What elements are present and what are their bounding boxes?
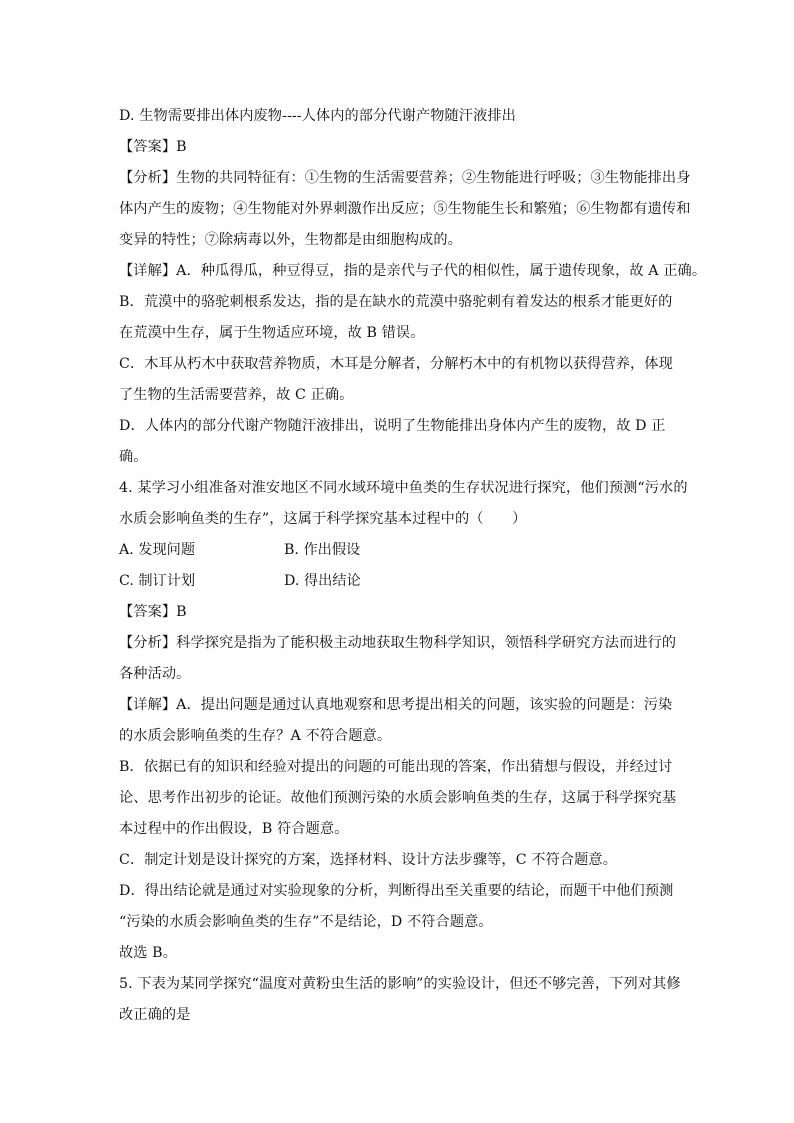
- option-b: B. 作出假设: [284, 542, 361, 558]
- document-body: [119, 101, 707, 1031]
- question-4-cont: 水质会影响鱼类的生存”，这属于科学探究基本过程中的（ ）: [119, 511, 527, 527]
- text-line: C．制定计划是设计探究的方案，选择材料、设计方法步骤等，C 不符合题意。: [119, 852, 618, 868]
- text-line: 【详解】A．种瓜得瓜，种豆得豆，指的是亲代与子代的相似性，属于遗传现象，故 A 正确。: [119, 263, 707, 279]
- text-line: 【详解】A．提出问题是通过认真地观察和思考提出相关的问题，该实验的问题是：污染: [119, 697, 673, 713]
- text-line: C．木耳从朽木中获取营养物质，木耳是分解者，分解朽木中的有机物以获得营养，体现: [119, 356, 673, 372]
- text-line: 【分析】生物的共同特征有：①生物的生活需要营养；②生物能进行呼吸；③生物能排出身: [119, 170, 691, 186]
- text-line: 确。: [119, 449, 148, 465]
- text-line: B．荒漠中的骆驼刺根系发达，指的是在缺水的荒漠中骆驼刺有着发达的根系才能更好的: [119, 294, 673, 310]
- text-line: “污染的水质会影响鱼类的生存”不是结论，D 不符合题意。: [119, 914, 493, 930]
- text-line: 论、思考作出初步的论证。故他们预测污染的水质会影响鱼类的生存，这属于科学探究基: [119, 790, 677, 806]
- text-line: 的水质会影响鱼类的生存？A 不符合题意。: [119, 728, 392, 744]
- question-5-cont: 改正确的是: [119, 1007, 191, 1023]
- text-line: D. 生物需要排出体内废物----人体内的部分代谢产物随汗液排出: [119, 108, 516, 124]
- answer-label: 【答案】B: [119, 139, 187, 155]
- text-line: 在荒漠中生存，属于生物适应环境，故 B 错误。: [119, 325, 425, 341]
- option-d: D. 得出结论: [284, 573, 361, 589]
- text-line: D．人体内的部分代谢产物随汗液排出，说明了生物能排出身体内产生的废物，故 D 正: [119, 418, 666, 434]
- text-line: 本过程中的作出假设，B 符合题意。: [119, 821, 349, 837]
- text-line: 故选 B。: [119, 945, 177, 961]
- answer-label: 【答案】B: [119, 604, 187, 620]
- text-line: B．依据已有的知识和经验对提出的问题的可能出现的答案，作出猜想与假设，并经过讨: [119, 759, 673, 775]
- option-c: C. 制订计划: [119, 573, 196, 589]
- question-5: 5. 下表为某同学探究“温度对黄粉虫生活的影响”的实验设计，但还不够完善，下列对其修: [119, 976, 681, 992]
- options-row-1: [119, 535, 679, 566]
- text-line: D．得出结论就是通过对实验现象的分析，判断得出至关重要的结论，而题干中他们预测: [119, 883, 674, 899]
- text-line: 各种活动。: [119, 666, 191, 682]
- options-row-2: [119, 566, 679, 597]
- text-line: 【分析】科学探究是指为了能积极主动地获取生物科学知识，领悟科学研究方法而进行的: [119, 635, 677, 651]
- option-a: A. 发现问题: [119, 542, 196, 558]
- text-line: 体内产生的废物；④生物能对外界刺激作出反应；⑤生物能生长和繁殖；⑥生物都有遗传和: [119, 201, 691, 217]
- question-4: 4. 某学习小组准备对淮安地区不同水域环境中鱼类的生存状况进行探究，他们预测“污水的: [119, 480, 688, 496]
- text-line: 了生物的生活需要营养，故 C 正确。: [119, 387, 354, 403]
- text-line: 变异的特性；⑦除病毒以外，生物都是由细胞构成的。: [119, 232, 462, 248]
